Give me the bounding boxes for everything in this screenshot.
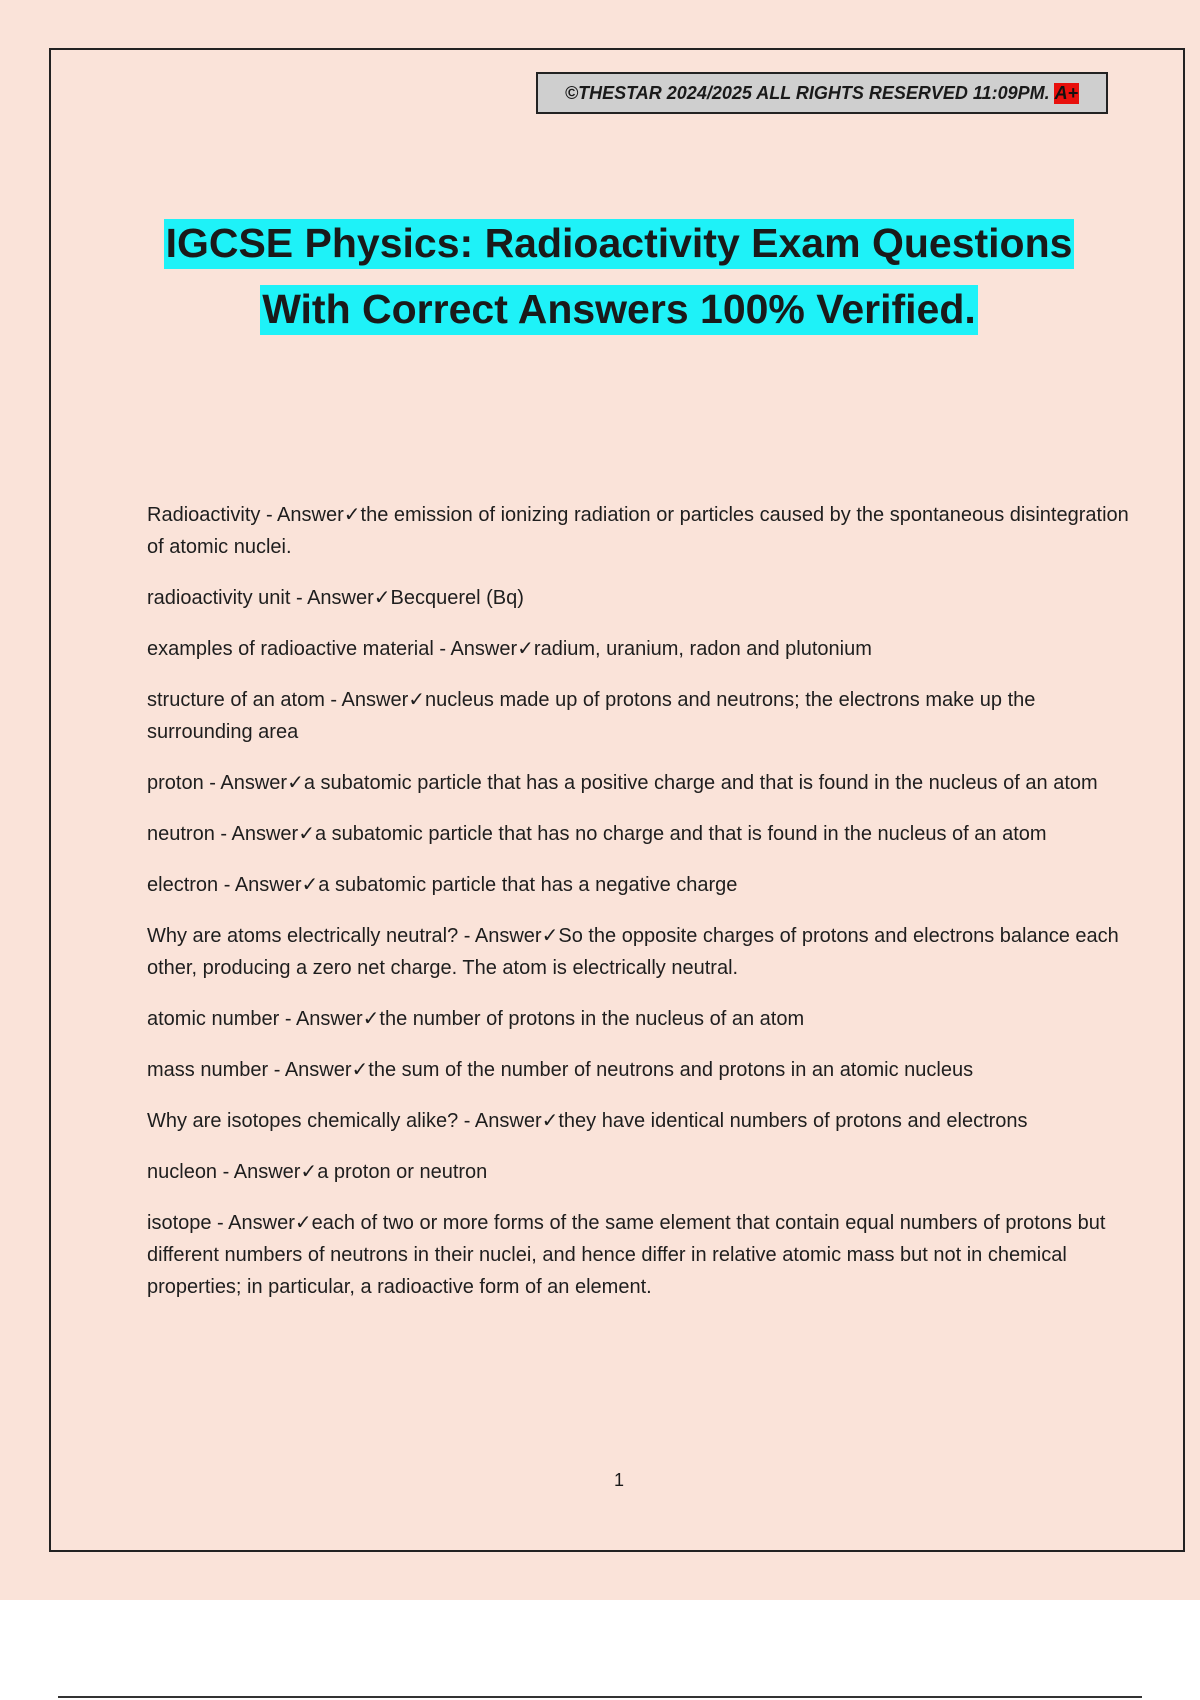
footer-divider [58,1696,1142,1698]
qa-term: neutron [147,823,215,845]
checkmark-icon: ✓ [287,770,304,794]
qa-answer: a subatomic particle that has no charge and that is found in the nucleus of an atom [314,823,1047,845]
qa-term: Why are isotopes chemically alike? [147,1110,459,1132]
answer-label: - Answer [218,874,302,896]
checkmark-icon: ✓ [373,585,391,609]
qa-item [147,1206,1142,1303]
qa-term: Radioactivity [147,504,261,526]
qa-term: nucleon [147,1161,218,1183]
checkmark-icon: ✓ [298,821,315,845]
qa-item [147,1053,1142,1086]
qa-item [147,1104,1142,1137]
qa-list [147,498,1142,1321]
qa-answer: a subatomic particle that has a positive charge and that is found in the nucleus of an atom [303,772,1098,794]
qa-item [147,683,1142,748]
qa-term: Why are atoms electrically neutral? [147,925,459,947]
answer-label: - Answer [268,1059,352,1081]
qa-answer: each of two or more forms of the same element that contain equal numbers of protons but different numbers of neutrons in their nuclei, and hence differ in relative atomic mass but not in chemical properties; in particular, a radioactive form of an element. [147,1212,1106,1298]
checkmark-icon: ✓ [351,1057,369,1081]
qa-answer: the number of protons in the nucleus of an atom [379,1008,805,1030]
qa-answer: the sum of the number of neutrons and protons in an atomic nucleus [368,1059,974,1081]
qa-item [147,1002,1142,1035]
answer-label: - Answer [211,1212,295,1234]
qa-answer: So the opposite charges of protons and electrons balance each other, producing a zero net charge. The atom is electrically neutral. [147,925,1119,979]
qa-item [147,868,1142,901]
page-number: 1 [613,1470,624,1490]
answer-label: - Answer [217,1161,301,1183]
qa-term: examples of radioactive material [147,638,434,660]
qa-item [147,498,1142,563]
qa-term: electron [147,874,219,896]
answer-label: - Answer [260,504,344,526]
qa-answer: Becquerel (Bq) [390,587,524,609]
qa-term: proton [147,772,204,794]
answer-label: - Answer [214,823,299,845]
checkmark-icon: ✓ [517,636,534,660]
answer-label: - Answer [458,925,542,947]
qa-term: radioactivity unit [147,587,291,609]
checkmark-icon: ✓ [294,1210,312,1234]
qa-term: isotope [147,1212,212,1234]
qa-answer: nucleus made up of protons and neutrons; the electrons make up the surrounding area [147,689,1036,743]
answer-label: - Answer [433,638,518,660]
qa-item [147,766,1142,799]
qa-item [147,1155,1142,1188]
title-line-2: With Correct Answers 100% Verified. [260,285,978,335]
qa-item [147,817,1142,850]
copyright-banner [536,72,1108,114]
qa-item [147,581,1142,614]
checkmark-icon: ✓ [362,1006,380,1030]
grade-badge: A+ [1054,82,1079,103]
qa-answer: the emission of ionizing radiation or particles caused by the spontaneous disintegration of atomic nuclei. [147,504,1129,558]
checkmark-icon: ✓ [408,687,425,711]
qa-term: atomic number [147,1008,280,1030]
answer-label: - Answer [458,1110,542,1132]
document-title [51,210,1187,342]
qa-answer: a proton or neutron [317,1161,488,1183]
answer-label: - Answer [290,587,374,609]
title-line-1: IGCSE Physics: Radioactivity Exam Questions [164,219,1075,269]
checkmark-icon: ✓ [301,872,319,896]
answer-label: - Answer [203,772,288,794]
qa-answer: they have identical numbers of protons and electrons [558,1110,1028,1132]
answer-label: - Answer [324,689,409,711]
qa-answer: radium, uranium, radon and plutonium [533,638,872,660]
qa-item [147,919,1142,984]
qa-item [147,632,1142,665]
page-frame [49,48,1185,1552]
checkmark-icon: ✓ [343,502,361,526]
qa-term: structure of an atom [147,689,325,711]
answer-label: - Answer [279,1008,363,1030]
qa-term: mass number [147,1059,269,1081]
checkmark-icon: ✓ [541,923,559,947]
copyright-text: ©THESTAR 2024/2025 ALL RIGHTS RESERVED 11:09PM. [564,82,1050,103]
qa-answer: a subatomic particle that has a negative charge [318,874,738,896]
checkmark-icon: ✓ [300,1159,318,1183]
checkmark-icon: ✓ [541,1108,559,1132]
